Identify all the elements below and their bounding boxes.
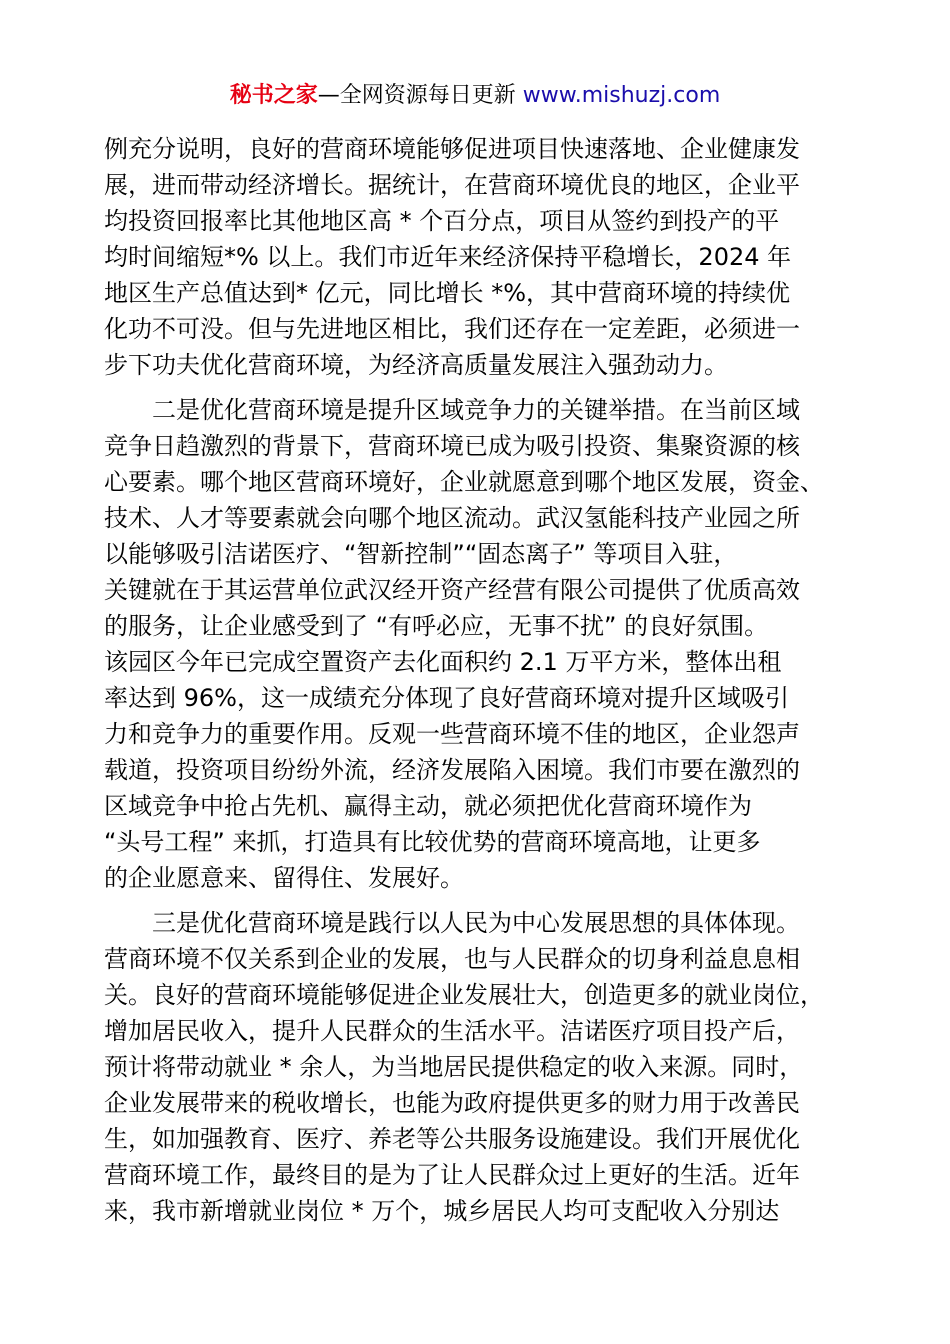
text-line: 关。良好的营商环境能够促进企业发展壮大，创造更多的就业岗位， [104,981,824,1009]
text-line: 技术、人才等要素就会向哪个地区流动。武汉氢能科技产业园之所 [104,504,800,532]
text-line: 均投资回报率比其他地区高 * 个百分点，项目从签约到投产的平 [104,207,780,235]
text-line: 企业发展带来的税收增长，也能为政府提供更多的财力用于改善民 [104,1089,800,1117]
text-line: 心要素。哪个地区营商环境好，企业就愿意到哪个地区发展，资金、 [104,468,824,496]
site-header [0,79,950,113]
text-line: 载道，投资项目纷纷外流，经济发展陷入困境。我们市要在激烈的 [104,756,800,784]
text-line: 以能够吸引洁诺医疗、“智新控制”“固态离子” 等项目入驻， [104,540,738,568]
text-line: 来，我市新增就业岗位 * 万个，城乡居民人均可支配收入分别达 [104,1197,780,1225]
text-line: 预计将带动就业 * 余人，为当地居民提供稳定的收入来源。同时， [104,1053,804,1081]
site-brand: 秘书之家 [229,83,318,108]
text-line: 竞争日趋激烈的背景下，营商环境已成为吸引投资、集聚资源的核 [104,432,800,460]
text-line: 的企业愿意来、留得住、发展好。 [104,864,464,892]
text-line: 三是优化营商环境是践行以人民为中心发展思想的具体体现。 [104,909,800,937]
text-line: 营商环境不仅关系到企业的发展，也与人民群众的切身利益息息相 [104,945,800,973]
text-line: 二是优化营商环境是提升区域竞争力的关键举措。在当前区域 [104,396,800,424]
text-line: 化功不可没。但与先进地区相比，我们还存在一定差距，必须进一 [104,315,800,343]
text-line: 区域竞争中抢占先机、赢得主动，就必须把优化营商环境作为 [104,792,752,820]
text-line: 该园区今年已完成空置资产去化面积约 2.1 万平方米，整体出租 [104,648,782,676]
paragraph [104,905,864,1229]
site-tagline: —全网资源每日更新 [317,83,523,108]
document-body [104,131,864,1229]
text-line: 关键就在于其运营单位武汉经开资产经营有限公司提供了优质高效 [104,576,800,604]
text-line: 展，进而带动经济增长。据统计，在营商环境优良的地区，企业平 [104,171,800,199]
text-line: 生，如加强教育、医疗、养老等公共服务设施建设。我们开展优化 [104,1125,800,1153]
text-line: 步下功夫优化营商环境，为经济高质量发展注入强劲动力。 [104,351,728,379]
text-line: 营商环境工作，最终目的是为了让人民群众过上更好的生活。近年 [104,1161,800,1189]
text-line: 增加居民收入，提升人民群众的生活水平。洁诺医疗项目投产后， [104,1017,800,1045]
text-line: 的服务，让企业感受到了 “有呼必应，无事不扰” 的良好氛围。 [104,612,769,640]
text-line: 例充分说明，良好的营商环境能够促进项目快速落地、企业健康发 [104,135,800,163]
text-line: 地区生产总值达到* 亿元，同比增长 *%，其中营商环境的持续优 [104,279,791,307]
site-url-link[interactable]: www.mishuzj.com [522,83,721,108]
text-line: 力和竞争力的重要作用。反观一些营商环境不佳的地区，企业怨声 [104,720,800,748]
text-line: 均时间缩短*% 以上。我们市近年来经济保持平稳增长，2024 年 [104,243,792,271]
paragraph-spacer [104,896,864,905]
paragraph [104,131,864,383]
text-line: 率达到 96%，这一成绩充分体现了良好营商环境对提升区域吸引 [104,684,789,712]
text-line: “头号工程” 来抓，打造具有比较优势的营商环境高地，让更多 [104,828,761,856]
paragraph-spacer [104,383,864,392]
paragraph [104,392,864,896]
